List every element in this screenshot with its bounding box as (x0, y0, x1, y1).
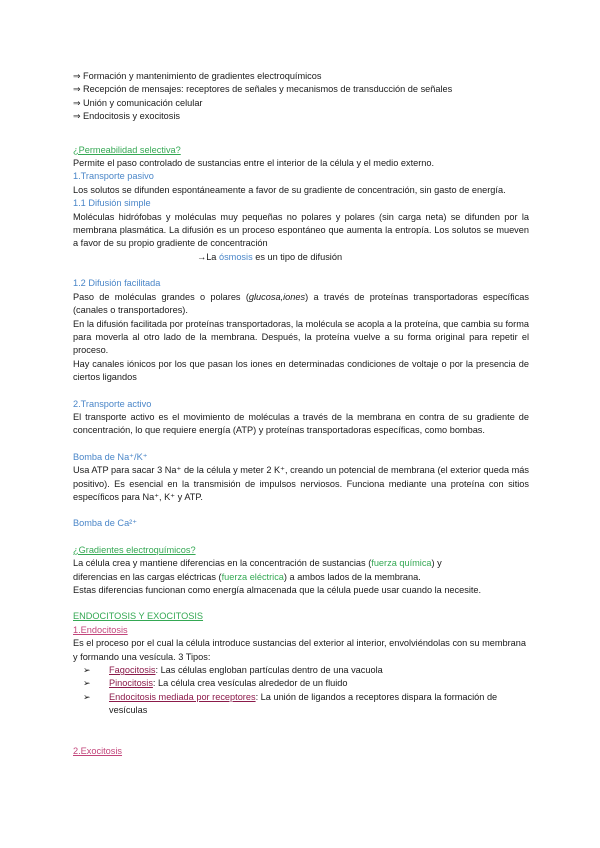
permeabilidad-text: Permite el paso controlado de sustancias entre el interior de la célula y el medio externo. (73, 158, 435, 169)
difusion-simple-text: Moléculas hidrófobas y moléculas muy pequeñas no polares y polares (sin carga neta) se difunden por la membrana plasmática. La difusión es un proceso espontáneo que aumenta la entropía. Los solutos se mueven a favor de su propio gradiente de concentración (73, 211, 529, 249)
list-item: ⇒ Formación y mantenimiento de gradientes electroquímicos (73, 70, 529, 83)
list-item: ⇒ Endocitosis y exocitosis (73, 110, 529, 123)
bomba-na-k-text: Usa ATP para sacar 3 Na⁺ de la célula y meter 2 K⁺, creando un potencial de membrana (el exterior queda más positivo). Es esencial en la transmisión de impulsos nerviosos. Funciona mediante una proteína con sitios específicos para Na⁺, K⁺ y ATP. (73, 465, 529, 502)
difusion-facilitada-p1: Paso de moléculas grandes o polares (glucosa,iones) a través de proteínas transportadoras específicas (canales o transportadores). (73, 291, 529, 316)
arrowhead-bullet-icon: ➢ (83, 691, 91, 702)
transporte-activo-text: El transporte activo es el movimiento de moléculas a través de la membrana en contra de su gradiente de concentración, lo que requiere energía (ATP) y proteínas transportadoras específicas, como bombas. (73, 411, 529, 436)
gradientes-line-3: Estas diferencias funcionan como energía almacenada que la célula puede usar cuando la necesite. (73, 585, 482, 595)
list-item: ⇒ Unión y comunicación celular (73, 97, 529, 110)
difusion-simple-heading: 1.1 Difusión simple (73, 198, 151, 209)
gradientes-line-1: La célula crea y mantiene diferencias en la concentración de sustancias (fuerza química) y (73, 558, 442, 569)
bomba-na-k-heading: Bomba de Na⁺/K⁺ (73, 451, 148, 462)
double-arrow-icon: ⇒ (73, 71, 81, 81)
bomba-ca-heading: Bomba de Ca²⁺ (73, 518, 138, 529)
endocitosis-receptores-link[interactable]: Endocitosis mediada por receptores (109, 691, 256, 702)
list-item: ➢ Endocitosis mediada por receptores: La unión de ligandos a receptores dispara la formación de vesículas (73, 691, 529, 718)
exocitosis-heading: 2.Exocitosis (73, 745, 123, 756)
osmosis-term: ósmosis (218, 251, 253, 262)
gradientes-heading: ¿Gradientes electroquímicos? (73, 544, 196, 555)
difusion-facilitada-p2: En la difusión facilitada por proteínas transportadoras, la molécula se acopla a la proteína, que cambia su forma para moverla al otro lado de la membrana. Después, la proteína vuelve a su forma original para repetir el proceso. (73, 318, 529, 356)
double-arrow-icon: ⇒ (73, 111, 81, 122)
arrowhead-bullet-icon: ➢ (83, 678, 91, 689)
pinocitosis-link[interactable]: Pinocitosis (109, 678, 153, 689)
list-item: ➢ Fagocitosis: Las células engloban partículas dentro de una vacuola (73, 664, 529, 677)
endo-exo-heading: ENDOCITOSIS Y EXOCITOSIS (73, 611, 204, 622)
intro-list (73, 70, 529, 124)
double-arrow-icon: ⇒ (73, 97, 81, 108)
transporte-activo-heading: 2.Transporte activo (73, 398, 152, 409)
permeabilidad-heading: ¿Permeabilidad selectiva? (73, 144, 181, 155)
gradientes-line-2: diferencias en las cargas eléctricas (fuerza eléctrica) a ambos lados de la membrana. (73, 571, 421, 582)
difusion-facilitada-p3: Hay canales iónicos por los que pasan los iones en determinadas condiciones de voltaje o por la presencia de ciertos ligandos (73, 358, 529, 383)
difusion-facilitada-heading: 1.2 Difusión facilitada (73, 278, 161, 289)
transporte-pasivo-heading: 1.Transporte pasivo (73, 171, 154, 182)
list-item: ⇒ Recepción de mensajes: receptores de señales y mecanismos de transducción de señales (73, 83, 529, 96)
arrowhead-bullet-icon: ➢ (83, 665, 91, 676)
document-page (73, 70, 529, 758)
transporte-pasivo-text: Los solutos se difunden espontáneamente a favor de su gradiente de concentración, sin gasto de energía. (73, 184, 506, 195)
fagocitosis-link[interactable]: Fagocitosis (109, 665, 156, 676)
endocitosis-tipos-list (73, 664, 529, 718)
list-item: ➢ Pinocitosis: La célula crea vesículas alrededor de un fluido (73, 677, 529, 690)
endocitosis-text: Es el proceso por el cual la célula introduce sustancias del exterior al interior, envolviéndolas con su membrana y formando una vesícula. 3 Tipos: (73, 638, 526, 662)
double-arrow-icon: ⇒ (73, 84, 81, 95)
endocitosis-heading: 1.Endocitosis (73, 624, 128, 635)
osmosis-line: →La ósmosis es un tipo de difusión (197, 251, 343, 262)
